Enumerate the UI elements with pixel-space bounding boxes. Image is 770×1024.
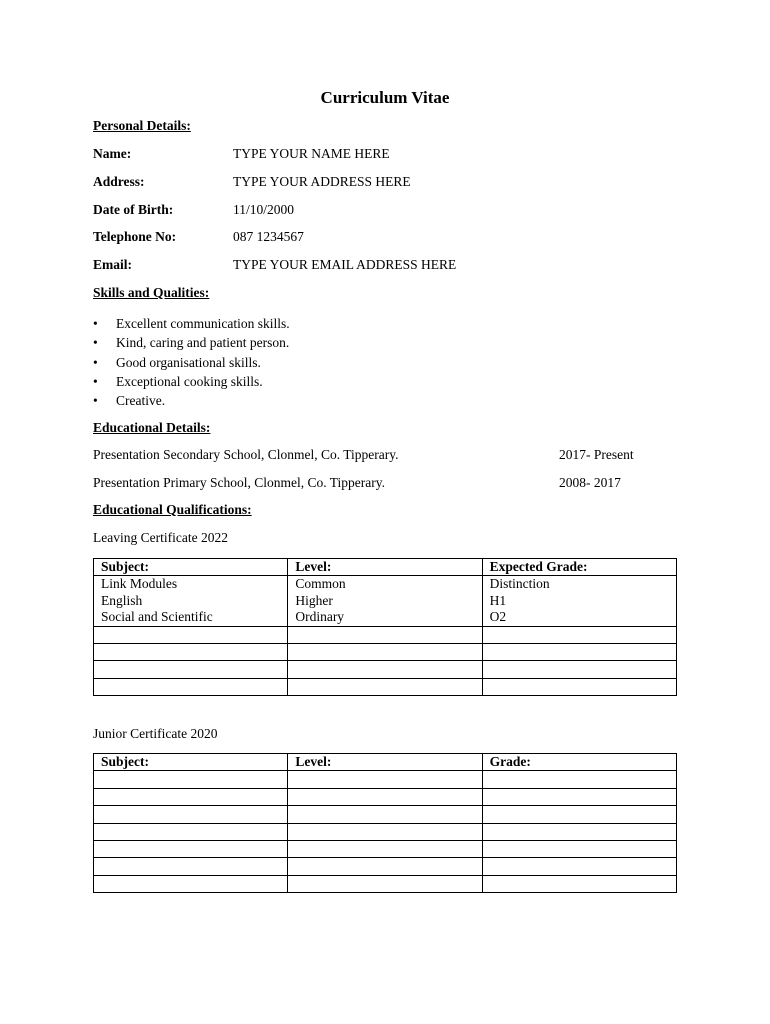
address-row bbox=[93, 174, 693, 192]
list-item bbox=[93, 353, 290, 372]
skill-text: Kind, caring and patient person. bbox=[116, 335, 290, 351]
table-row bbox=[94, 858, 677, 875]
school-name: Presentation Primary School, Clonmel, Co. Tipperary. bbox=[93, 475, 385, 490]
table-row bbox=[94, 643, 677, 660]
table-cell: English bbox=[94, 593, 288, 609]
list-item bbox=[93, 314, 290, 333]
leaving-cert-table bbox=[93, 558, 677, 696]
table-cell bbox=[482, 823, 676, 840]
address-value: TYPE YOUR ADDRESS HERE bbox=[233, 174, 411, 189]
table-cell bbox=[288, 806, 482, 823]
table-cell bbox=[482, 643, 676, 660]
table-cell bbox=[288, 626, 482, 643]
table-header-row bbox=[94, 754, 677, 771]
list-item bbox=[93, 391, 290, 410]
table-row bbox=[94, 661, 677, 678]
skill-text: Creative. bbox=[116, 393, 166, 409]
table-cell bbox=[94, 771, 288, 788]
list-item bbox=[93, 333, 290, 352]
school-years: 2017- Present bbox=[559, 447, 634, 462]
leaving-cert-title: Leaving Certificate 2022 bbox=[93, 530, 228, 545]
table-cell bbox=[94, 840, 288, 857]
table-cell bbox=[482, 806, 676, 823]
dob-row bbox=[93, 202, 693, 220]
table-cell: Distinction bbox=[482, 576, 676, 593]
table-cell bbox=[288, 875, 482, 892]
dob-label: Date of Birth: bbox=[93, 202, 174, 217]
bullet-icon: • bbox=[93, 373, 98, 389]
table-cell: H1 bbox=[482, 593, 676, 609]
table-cell bbox=[482, 661, 676, 678]
table-cell bbox=[288, 678, 482, 695]
email-value: TYPE YOUR EMAIL ADDRESS HERE bbox=[233, 257, 457, 272]
table-header-row bbox=[94, 559, 677, 576]
table-row bbox=[94, 576, 677, 593]
qualifications-heading: Educational Qualifications: bbox=[93, 502, 252, 517]
personal-details-heading: Personal Details: bbox=[93, 118, 191, 133]
table-cell bbox=[94, 806, 288, 823]
column-header: Level: bbox=[288, 559, 482, 576]
column-header: Grade: bbox=[482, 754, 676, 771]
school-name: Presentation Secondary School, Clonmel, Co. Tipperary. bbox=[93, 447, 399, 462]
bullet-icon: • bbox=[93, 335, 98, 351]
table-cell bbox=[482, 858, 676, 875]
skill-text: Good organisational skills. bbox=[116, 354, 261, 370]
skill-text: Excellent communication skills. bbox=[116, 316, 290, 331]
table-cell bbox=[482, 678, 676, 695]
skill-text: Exceptional cooking skills. bbox=[116, 373, 263, 389]
table-cell: Ordinary bbox=[288, 609, 482, 626]
skills-list bbox=[93, 314, 290, 410]
column-header: Expected Grade: bbox=[482, 559, 676, 576]
table-cell bbox=[94, 626, 288, 643]
junior-cert-table bbox=[93, 753, 677, 893]
table-cell bbox=[94, 823, 288, 840]
table-row bbox=[94, 840, 677, 857]
table-cell bbox=[288, 643, 482, 660]
education-heading: Educational Details: bbox=[93, 420, 211, 435]
table-cell bbox=[482, 771, 676, 788]
table-row bbox=[94, 823, 677, 840]
skills-heading: Skills and Qualities: bbox=[93, 285, 210, 300]
table-cell bbox=[482, 840, 676, 857]
table-cell bbox=[94, 875, 288, 892]
telephone-label: Telephone No: bbox=[93, 229, 177, 244]
list-item bbox=[93, 372, 290, 391]
email-label: Email: bbox=[93, 257, 132, 272]
name-row bbox=[93, 146, 693, 164]
email-row bbox=[93, 257, 693, 275]
table-cell bbox=[288, 823, 482, 840]
column-header: Level: bbox=[288, 754, 482, 771]
table-row bbox=[94, 609, 677, 626]
table-row bbox=[94, 626, 677, 643]
junior-cert-title: Junior Certificate 2020 bbox=[93, 726, 218, 741]
bullet-icon: • bbox=[93, 354, 98, 370]
table-cell bbox=[94, 661, 288, 678]
column-header: Subject: bbox=[94, 754, 288, 771]
table-cell bbox=[94, 643, 288, 660]
table-cell bbox=[94, 788, 288, 805]
table-cell: Social and Scientific bbox=[94, 609, 288, 626]
table-row bbox=[94, 806, 677, 823]
address-label: Address: bbox=[93, 174, 145, 189]
table-row bbox=[94, 788, 677, 805]
page-title: Curriculum Vitae bbox=[320, 88, 450, 107]
table-cell bbox=[482, 626, 676, 643]
table-cell bbox=[288, 771, 482, 788]
name-label: Name: bbox=[93, 146, 132, 161]
table-cell bbox=[482, 875, 676, 892]
table-cell bbox=[288, 661, 482, 678]
table-cell bbox=[288, 788, 482, 805]
table-cell bbox=[94, 858, 288, 875]
table-cell: Link Modules bbox=[94, 576, 288, 593]
table-row bbox=[94, 593, 677, 609]
table-row bbox=[94, 875, 677, 892]
dob-value: 11/10/2000 bbox=[233, 202, 295, 217]
table-cell: Higher bbox=[288, 593, 482, 609]
table-cell bbox=[94, 678, 288, 695]
bullet-icon: • bbox=[93, 316, 98, 331]
table-row bbox=[94, 678, 677, 695]
telephone-value: 087 1234567 bbox=[233, 229, 304, 244]
table-cell: Common bbox=[288, 576, 482, 593]
table-cell bbox=[288, 840, 482, 857]
column-header: Subject: bbox=[94, 559, 288, 576]
table-cell: O2 bbox=[482, 609, 676, 626]
table-cell bbox=[482, 788, 676, 805]
name-value: TYPE YOUR NAME HERE bbox=[233, 146, 390, 161]
table-cell bbox=[288, 858, 482, 875]
telephone-row bbox=[93, 229, 693, 247]
table-row bbox=[94, 771, 677, 788]
school-years: 2008- 2017 bbox=[559, 475, 621, 490]
bullet-icon: • bbox=[93, 393, 98, 409]
